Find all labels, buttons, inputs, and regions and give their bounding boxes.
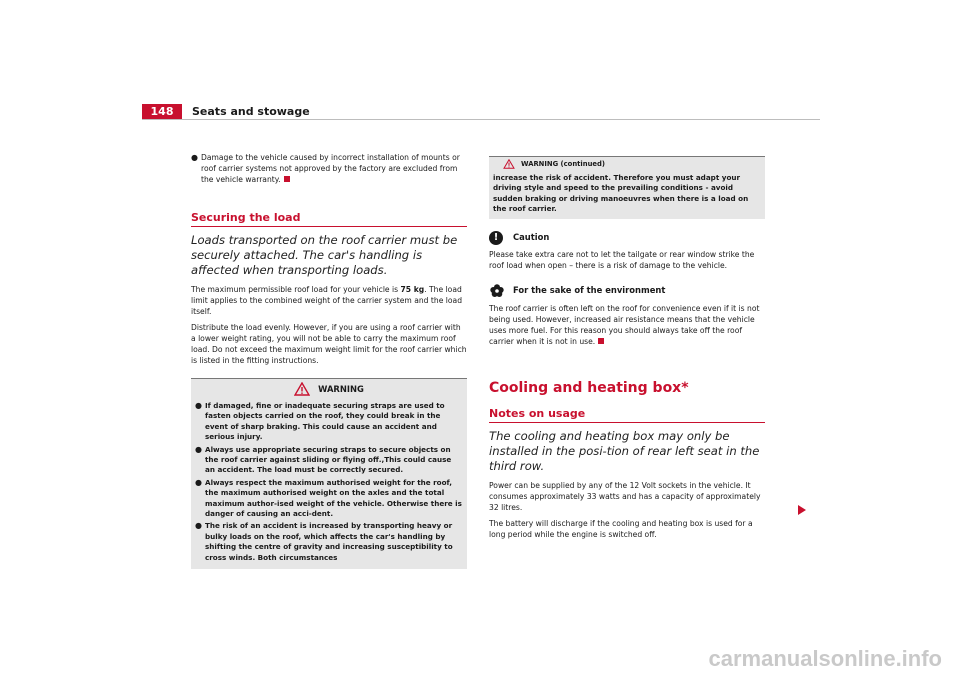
warning-item: ● If damaged, fine or inadequate securing straps are used to fasten objects carried on the roof, they could break in the event of sharp braking. This could cause an accident and serious injury. [195, 401, 445, 442]
warning-continued-box [489, 156, 765, 219]
environment-header [489, 283, 765, 299]
section-title-securing-load: Securing the load [191, 211, 467, 227]
caution-title: Caution [513, 232, 550, 243]
end-of-section-icon [284, 176, 290, 182]
section-intro: Loads transported on the roof carrier must be securely attached. The car's handling is affected when transporting loads. [191, 233, 458, 277]
warning-continued-title: WARNING (continued) [521, 159, 606, 168]
bullet-icon: ● [191, 153, 198, 162]
right-column [489, 152, 765, 545]
environment-paragraph: The roof carrier is often left on the roof for convenience even if it is not being used. However, increased air resistance means that the vehicle uses more fuel. For this reason you should always take off the roof carrier when it is not in use. [489, 303, 760, 346]
warning-item: ● Always respect the maximum authorised weight for the roof, the maximum authorised weight on the axles and the total maximum author-ised weight of the vehicle. Otherwise there is danger of causing an acci-dent. [195, 477, 462, 519]
watermark: carmanualsonline.info [708, 646, 942, 671]
caution-text: Please take extra care not to let the tailgate or rear window strike the roof load when open – there is a risk of damage to the vehicle. [489, 249, 755, 270]
warning-box [191, 378, 467, 569]
bullet-icon: ● [195, 401, 202, 410]
end-of-section-icon [598, 338, 604, 344]
bullet-icon: ● [195, 444, 202, 454]
warning-continued-text: increase the risk of accident. Therefore you must adapt your driving style and speed to the prevailing conditions - avoid sudden braking or driving manoeuvres when there is a load on the roof carrier. [493, 173, 749, 214]
header-divider [142, 119, 820, 120]
warning-triangle-icon [294, 382, 310, 396]
page-number: 148 [142, 104, 182, 120]
bullet-icon: ● [195, 521, 202, 531]
warning-item: ● The risk of an accident is increased by transporting heavy or bulky loads on the roof, which affects the car's handling by shifting the centre of gravity and increasing susceptibility to cross winds. Both circumstances [195, 521, 453, 562]
warning-title: WARNING [318, 383, 364, 394]
left-column [191, 152, 467, 569]
warning-item: ● Always use appropriate securing straps to secure objects on the roof carrier against sliding or flying off.,This could cause an accident. The load must be correctly secured. [195, 444, 452, 475]
damage-note: Damage to the vehicle caused by incorrect installation of mounts or roof carrier systems not approved by the factory are excluded from the vehicle warranty. [201, 153, 460, 184]
section-intro: The cooling and heating box may only be installed in the posi-tion of rear left seat in the third row. [489, 428, 760, 473]
caution-icon: ! [489, 231, 503, 245]
battery-paragraph: The battery will discharge if the cooling and heating box is used for a long period while the engine is switched off. [489, 518, 753, 539]
flower-icon [489, 283, 505, 299]
chapter-title-cooling-heating-box: Cooling and heating box* [489, 379, 689, 396]
environment-title: For the sake of the environment [513, 285, 666, 296]
distribute-load-paragraph: Distribute the load evenly. However, if you are using a roof carrier with a lower weight rating, you will not be able to carry the maximum roof load. Do not exceed the maximum weight limit for the roof carrier which is listed in the fitting instructions. [191, 323, 467, 365]
roof-load-value: 75 kg [400, 285, 425, 294]
chapter-header: Seats and stowage [192, 105, 310, 118]
caution-header [489, 231, 765, 245]
warning-header [191, 378, 467, 399]
bullet-icon: ● [195, 477, 202, 487]
power-paragraph: Power can be supplied by any of the 12 Volt sockets in the vehicle. It consumes approximately 33 watts and has a capacity of approximately 32 litres. [489, 480, 761, 512]
roof-load-paragraph: The maximum permissible roof load for your vehicle is 75 kg. The load limit applies to the combined weight of the carrier system and the load itself. [191, 285, 463, 316]
continue-arrow-icon [798, 505, 806, 515]
list-item [191, 152, 467, 185]
warning-list [191, 399, 467, 569]
warning-continued-header [489, 156, 765, 171]
section-title-notes-on-usage: Notes on usage [489, 407, 765, 423]
warning-triangle-icon [503, 159, 515, 169]
